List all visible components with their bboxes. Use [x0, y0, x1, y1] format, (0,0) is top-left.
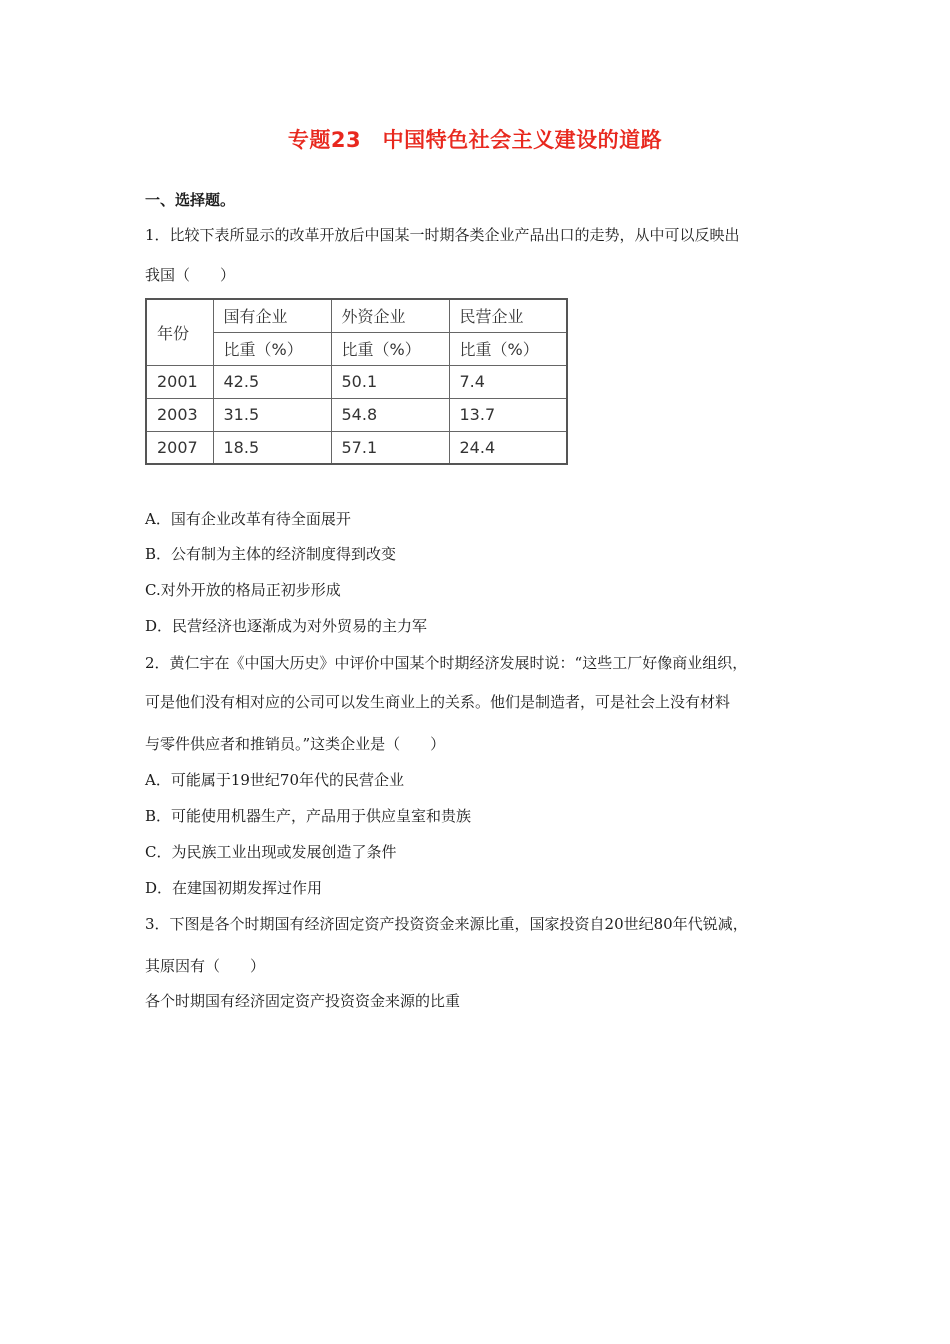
q1-option-b: B．公有制为主体的经济制度得到改变 — [145, 545, 397, 563]
header-foreign: 外资企业 — [331, 299, 449, 332]
table-cell: 7.4 — [449, 365, 567, 398]
table-cell: 54.8 — [331, 398, 449, 431]
q2-option-c: C．为民族工业出现或发展创造了条件 — [145, 843, 397, 861]
header-private: 民营企业 — [449, 299, 567, 332]
table-cell: 24.4 — [449, 431, 567, 464]
table-cell: 57.1 — [331, 431, 449, 464]
q1-option-a: A．国有企业改革有待全面展开 — [145, 510, 351, 528]
table-row — [146, 365, 567, 398]
q2-stem-line-1: 2．黄仁宇在《中国大历史》中评价中国某个时期经济发展时说：“这些工厂好像商业组织， — [145, 654, 748, 672]
table-cell: 31.5 — [213, 398, 331, 431]
q1-stem-line-2: 我国（ ） — [145, 266, 236, 284]
subheader-cell: 比重（%） — [331, 332, 449, 365]
section-heading: 一、选择题。 — [145, 191, 236, 209]
header-state-owned: 国有企业 — [213, 299, 331, 332]
q3-stem-line-1: 3．下图是各个时期国有经济固定资产投资资金来源比重，国家投资自20世纪80年代锐减， — [145, 915, 748, 933]
table-header-row — [146, 299, 567, 332]
q2-stem-line-2: 可是他们没有相对应的公司可以发生商业上的关系。他们是制造者，可是社会上没有材料 — [145, 693, 731, 711]
q1-option-d: D．民营经济也逐渐成为对外贸易的主力军 — [145, 617, 428, 635]
table-cell-year: 2007 — [146, 431, 213, 464]
q1-option-c: C.对外开放的格局正初步形成 — [145, 581, 341, 599]
q2-stem-line-3: 与零件供应者和推销员。”这类企业是（ ） — [145, 735, 446, 753]
table-cell: 42.5 — [213, 365, 331, 398]
header-year: 年份 — [146, 299, 213, 365]
export-share-table — [145, 298, 568, 465]
q3-figure-caption: 各个时期国有经济固定资产投资资金来源的比重 — [145, 992, 461, 1010]
q2-option-a: A．可能属于19世纪70年代的民营企业 — [145, 771, 405, 789]
table-cell: 50.1 — [331, 365, 449, 398]
table-cell-year: 2001 — [146, 365, 213, 398]
q2-option-d: D．在建国初期发挥过作用 — [145, 879, 323, 897]
page-title: 专题23 中国特色社会主义建设的道路 — [287, 128, 663, 152]
q1-stem-line-1: 1．比较下表所显示的改革开放后中国某一时期各类企业产品出口的走势，从中可以反映出 — [145, 226, 740, 244]
table-row — [146, 431, 567, 464]
q3-stem-line-2: 其原因有（ ） — [145, 957, 266, 975]
table-cell-year: 2003 — [146, 398, 213, 431]
table-cell: 18.5 — [213, 431, 331, 464]
subheader-cell: 比重（%） — [449, 332, 567, 365]
table-row — [146, 398, 567, 431]
subheader-cell: 比重（%） — [213, 332, 331, 365]
q2-option-b: B．可能使用机器生产，产品用于供应皇室和贵族 — [145, 807, 472, 825]
table-cell: 13.7 — [449, 398, 567, 431]
